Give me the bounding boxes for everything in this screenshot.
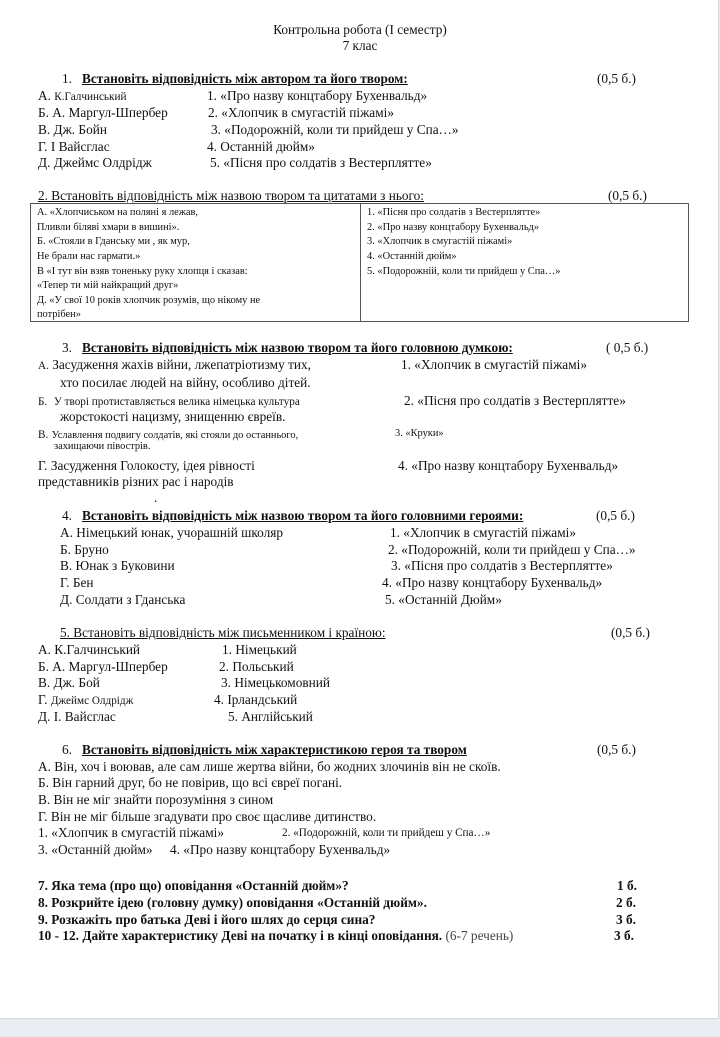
question-points: (0,5 б.): [596, 508, 635, 523]
list-item: Б. Бруно: [60, 542, 109, 557]
list-item: 3. «Останній дюйм»: [38, 842, 153, 857]
stray-dot: .: [154, 490, 158, 505]
list-item: 3. «Подорожній, коли ти прийдеш у Спа…»: [211, 122, 459, 137]
list-item-continuation: жорстокості нацизму, знищенню євреїв.: [60, 409, 286, 424]
list-item: Г. Засудження Голокосту, ідея рівності: [38, 458, 255, 473]
question-number: 1.: [62, 71, 72, 86]
table-cell: 2. «Про назву концтабору Бухенвальд»: [367, 222, 540, 233]
list-item: Б. А. Маргул-Шпербер: [38, 659, 168, 674]
list-item: 3. Німецькомовний: [221, 675, 330, 690]
list-item: Г. Бен: [60, 575, 94, 590]
list-item: 3. «Круки»: [395, 428, 444, 439]
table-cell: потрібен»: [37, 309, 81, 320]
list-item: 4. «Про назву концтабору Бухенвальд»: [382, 575, 603, 590]
list-item: 4. Останній дюйм»: [207, 139, 315, 154]
question-number: 6.: [62, 742, 72, 757]
list-item: 2. «Пісня про солдатів з Вестерплятте»: [404, 393, 626, 408]
question-number: 4.: [62, 508, 72, 523]
open-question: 9. Розкажіть про батька Деві і його шлях до серця сина?: [38, 912, 376, 927]
list-item-continuation: представників різних рас і народів: [38, 474, 234, 489]
list-item: А. Засудження жахів війни, лжепатріотизму тих,: [38, 357, 311, 372]
table-cell: 3. «Хлопчик в смугастій піжамі»: [367, 236, 513, 247]
list-item: 2. «Хлопчик в смугастій піжамі»: [208, 105, 394, 120]
table-cell: Пливли біляві хмари в вишині».: [37, 222, 180, 233]
question-number: 3.: [62, 340, 72, 355]
question-title: Встановіть відповідність між характеристикою героя та твором: [82, 742, 467, 757]
table-cell: 1. «Пісня про солдатів з Вестерплятте»: [367, 207, 541, 218]
list-item: 3. «Пісня про солдатів з Вестерплятте»: [391, 558, 613, 573]
list-item: Б. А. Маргул-Шпербер: [38, 105, 168, 120]
document-title: Контрольна робота (І семестр): [273, 22, 447, 37]
question-title: 2. Встановіть відповідність між назвою твором та цитатами з нього:: [38, 188, 425, 203]
list-item: 4. «Про назву концтабору Бухенвальд»: [170, 842, 391, 857]
list-item: Д. Солдати з Гданська: [60, 592, 186, 607]
question-title: Встановіть відповідність між назвою твором та його головними героями:: [82, 508, 524, 523]
list-item: Г. Джеймс Олдрідж: [38, 692, 134, 707]
list-item: В. Він не міг знайти порозуміння з сином: [38, 792, 274, 807]
table-cell: А. «Хлопчиськом на поляні я лежав,: [37, 207, 199, 218]
list-item: 1. «Про назву концтабору Бухенвальд»: [207, 88, 428, 103]
list-item: 2. «Подорожній, коли ти прийдеш у Спа…»: [388, 542, 636, 557]
question-points: (0,5 б.): [608, 188, 647, 203]
list-item: А. К.Галчинський: [38, 88, 127, 103]
list-item: Г. І Вайсглас: [38, 139, 110, 154]
list-item: Г. Він не міг більше згадувати про своє щасливе дитинство.: [38, 809, 377, 824]
list-item-continuation: захищаючи півострів.: [54, 441, 151, 452]
table-cell: Не брали нас гармати.»: [37, 251, 141, 262]
open-question: 10 - 12. Дайте характеристику Деві на початку і в кінці оповідання. (6-7 речень): [38, 928, 514, 943]
question-points: (0,5 б.): [611, 625, 650, 640]
list-item: А. К.Галчинський: [38, 642, 141, 657]
list-item: А. Німецький юнак, учорашній школяр: [60, 525, 284, 540]
list-item: 1. «Хлопчик в смугастій піжамі»: [390, 525, 576, 540]
table-cell: Д. «У свої 10 років хлопчик розумів, що нікому не: [37, 295, 261, 306]
list-item: Д. Джеймс Олдрідж: [38, 155, 152, 170]
question-title: 5. Встановіть відповідність між письменником і країною:: [60, 625, 386, 640]
list-item: Д. І. Вайсглас: [38, 709, 116, 724]
open-question: 8. Розкрийте ідею (головну думку) оповідання «Останній дюйм».: [38, 895, 427, 910]
list-item: 1. «Хлопчик в смугастій піжамі»: [38, 825, 224, 840]
table-cell: 4. «Останній дюйм»: [367, 251, 457, 262]
table-cell: 5. «Подорожній, коли ти прийдеш у Спа…»: [367, 266, 561, 277]
list-item: В. Дж. Бойн: [38, 122, 107, 137]
list-item: 2. Польський: [219, 659, 294, 674]
question-points: (0,5 б.): [597, 71, 636, 86]
list-item: 5. «Пісня про солдатів з Вестерплятте»: [210, 155, 432, 170]
quotes-table: [30, 203, 689, 322]
list-item: В. Юнак з Буковини: [60, 558, 175, 573]
open-question: 7. Яка тема (про що) оповідання «Останній дюйм»?: [38, 878, 349, 893]
question-points: 1 б.: [617, 878, 637, 893]
list-item: В. Уславлення подвигу солдатів, які стояли до останнього,: [38, 429, 299, 441]
table-cell: «Тепер ти мій найкращий друг»: [37, 280, 179, 291]
question-points: 3 б.: [614, 928, 634, 943]
question-title: Встановіть відповідність між назвою твором та його головною думкою:: [82, 340, 513, 355]
list-item: 2. «Подорожній, коли ти прийдеш у Спа…»: [282, 827, 491, 839]
list-item-continuation: хто посилає людей на війну, особливо дітей.: [60, 375, 311, 390]
question-title: Встановіть відповідність між автором та його твором:: [82, 71, 408, 86]
table-cell: Б. «Стояли в Гданську ми , як мур,: [37, 236, 190, 247]
list-item: 4. «Про назву концтабору Бухенвальд»: [398, 458, 619, 473]
list-item: 5. Англійський: [228, 709, 313, 724]
list-item: 5. «Останній Дюйм»: [385, 592, 502, 607]
table-divider: [360, 204, 361, 321]
list-item: 4. Ірландський: [214, 692, 298, 707]
document-subtitle: 7 клас: [342, 38, 378, 53]
question-points: ( 0,5 б.): [606, 340, 649, 355]
list-item: Б. Він гарний друг, бо не повірив, що всі євреї погані.: [38, 775, 343, 790]
list-item: 1. Німецький: [222, 642, 297, 657]
list-item: В. Дж. Бой: [38, 675, 100, 690]
list-item: 1. «Хлопчик в смугастій піжамі»: [401, 357, 587, 372]
question-points: (0,5 б.): [597, 742, 636, 757]
question-points: 2 б.: [616, 895, 636, 910]
list-item: Б. У творі протиставляється велика німецька культура: [38, 396, 300, 408]
list-item: А. Він, хоч і воював, але сам лише жертва війни, бо жодних злочинів він не скоїв.: [38, 759, 501, 774]
table-cell: В «І тут він взяв тоненьку руку хлопця і сказав:: [37, 266, 248, 277]
question-points: 3 б.: [616, 912, 636, 927]
